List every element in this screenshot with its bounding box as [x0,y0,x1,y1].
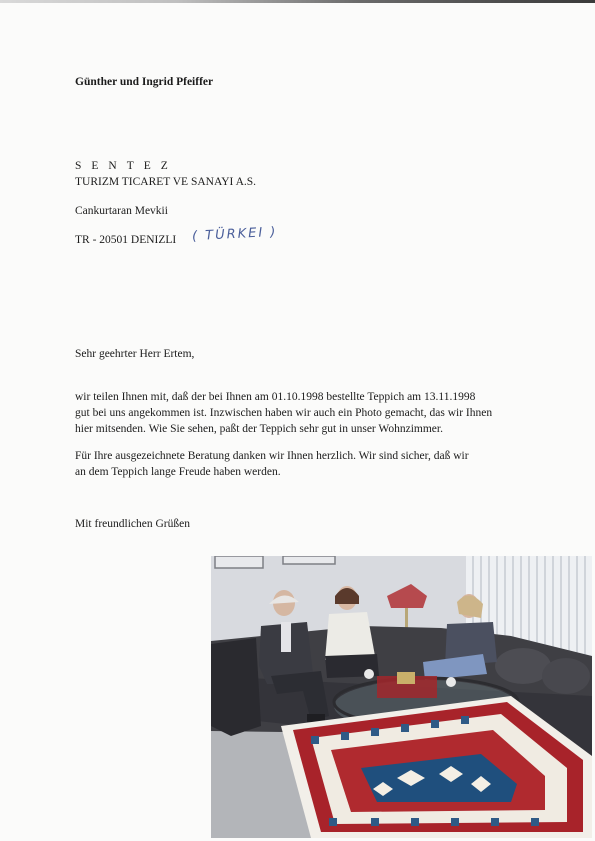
paragraph2-line: an dem Teppich lange Freude haben werden. [75,466,281,478]
paragraph1-line: wir teilen Ihnen mit, daß der bei Ihnen am 01.10.1998 bestellte Teppich am 13.11.1998 [75,391,476,403]
salutation: Sehr geehrter Herr Ertem, [75,348,195,360]
paragraph1-line: hier mitsenden. Wie Sie sehen, paßt der Teppich sehr gut in unser Wohnzimmer. [75,423,443,435]
closing: Mit freundlichen Grüßen [75,518,190,530]
scan-edge [0,0,595,3]
paragraph1-line: gut bei uns angekommen ist. Inzwischen haben wir auch ein Photo gemacht, das wir Ihnen [75,407,493,419]
paragraph2-line: Für Ihre ausgezeichnete Beratung danken wir Ihnen herzlich. Wir sind sicher, daß wir [75,450,469,462]
recipient-company-full: TURIZM TICARET VE SANAYI A.S. [75,176,257,188]
living-room-photo [211,556,592,838]
recipient-city: TR - 20501 DENIZLI [75,234,177,246]
recipient-street: Cankurtaran Mevkii [75,205,168,217]
sender-name: Günther und Ingrid Pfeiffer [75,76,214,88]
handwritten-note: ( TÜRKEI ) [191,224,278,245]
recipient-company: SENTEZ [75,160,178,172]
